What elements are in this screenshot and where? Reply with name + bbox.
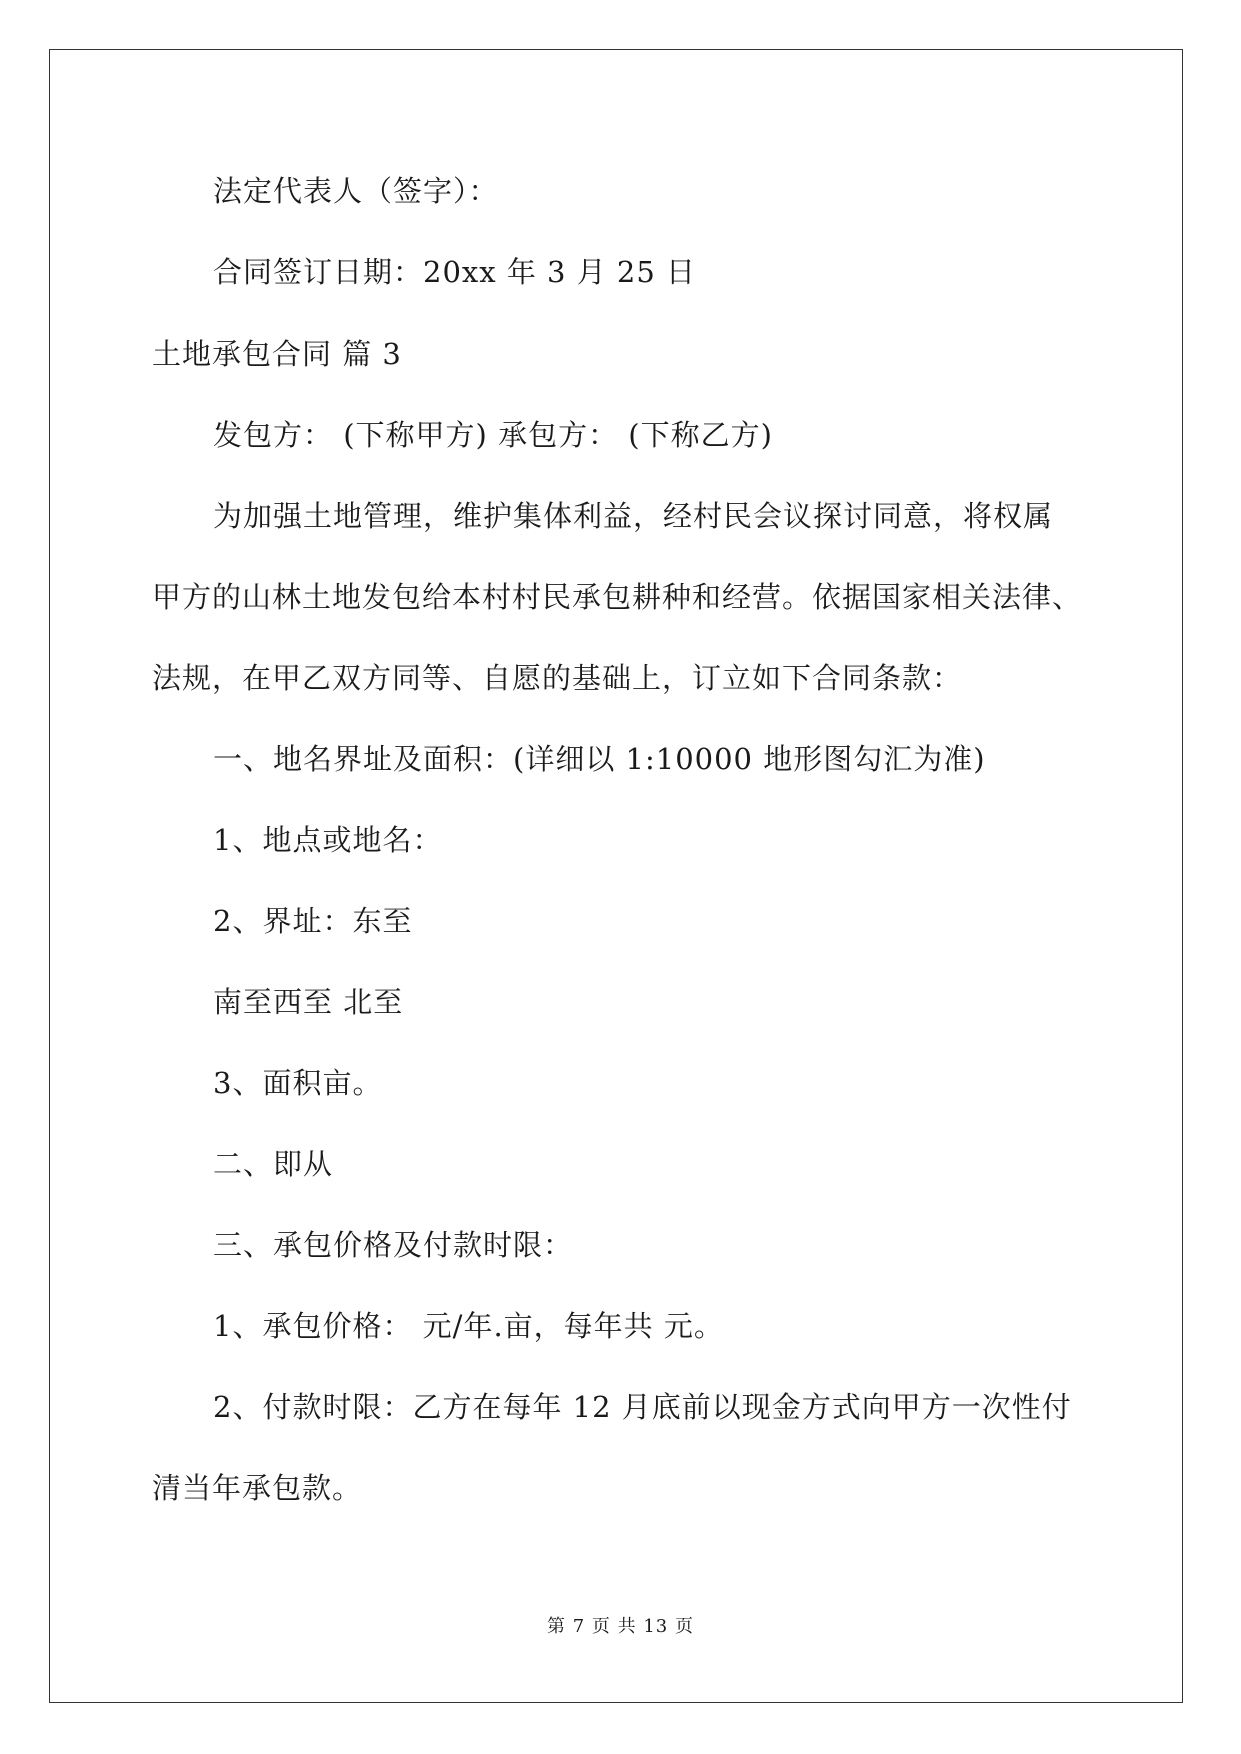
paragraph-line: 法规，在甲乙双方同等、自愿的基础上，订立如下合同条款： (152, 661, 963, 695)
section-heading: 土地承包合同 篇 3 (152, 337, 402, 371)
clause-heading: 二、即从 (213, 1147, 334, 1181)
clause-item: 2、付款时限：乙方在每年 12 月底前以现金方式向甲方一次性付 (213, 1390, 1072, 1424)
clause-heading: 一、地名界址及面积：(详细以 1:10000 地形图勾汇为准) (213, 742, 986, 776)
page-number-footer: 第 7 页 共 13 页 (547, 1616, 694, 1637)
contract-sign-date-line: 合同签订日期：20xx 年 3 月 25 日 (213, 255, 697, 289)
paragraph-line: 甲方的山林土地发包给本村村民承包耕种和经营。依据国家相关法律、 (152, 580, 1083, 614)
paragraph-line: 为加强土地管理，维护集体利益，经村民会议探讨同意，将权属 (213, 499, 1054, 533)
clause-item: 1、地点或地名： (213, 823, 443, 857)
parties-line: 发包方： (下称甲方) 承包方： (下称乙方) (213, 418, 773, 452)
clause-item: 南至西至 北至 (213, 985, 404, 1019)
paragraph-line: 清当年承包款。 (152, 1471, 363, 1505)
clause-item: 2、界址：东至 (213, 904, 413, 938)
clause-item: 3、面积亩。 (213, 1066, 383, 1100)
clause-item: 1、承包价格： 元/年.亩，每年共 元。 (213, 1309, 724, 1343)
legal-representative-signature-line: 法定代表人（签字）： (213, 174, 499, 208)
page-border (49, 49, 1183, 1703)
clause-heading: 三、承包价格及付款时限： (213, 1228, 574, 1262)
